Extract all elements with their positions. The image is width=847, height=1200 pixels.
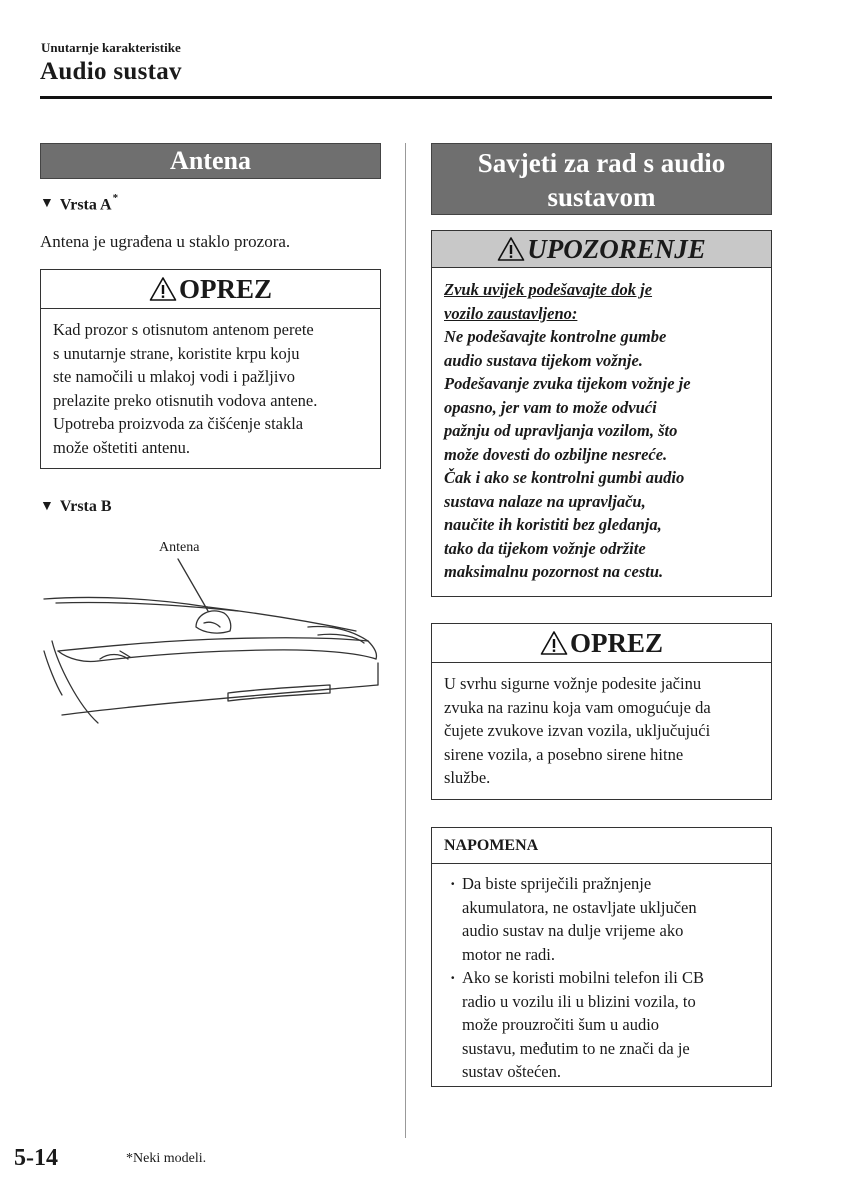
caution-box-antenna xyxy=(40,269,381,469)
caution-title: OPREZ xyxy=(178,273,272,304)
warning-box xyxy=(431,230,772,597)
caution-line: s unutarnje strane, koristite krpu koju xyxy=(53,343,300,363)
caution-line: sirene vozila, a posebno sirene hitne xyxy=(444,744,684,764)
heading-line: Savjeti za rad s audio xyxy=(477,148,726,178)
warning-line: sustava nalaze na upravljaču, xyxy=(444,491,646,511)
page-number: 5-14 xyxy=(14,1145,58,1171)
caution-line: ste namočili u mlakoj vodi i pažljivo xyxy=(53,367,295,386)
variant-b-heading xyxy=(40,498,112,516)
audio-tips-heading xyxy=(431,143,772,215)
note-line: audio sustav na dulje vrijeme ako xyxy=(462,921,684,940)
caution-body xyxy=(41,309,380,467)
warning-line: naučite ih koristiti bez gledanja, xyxy=(444,515,662,534)
note-title: NAPOMENA xyxy=(432,828,771,864)
caution-box-header xyxy=(432,624,771,663)
caution-line: zvuka na razinu koja vam omogućuje da xyxy=(444,697,711,717)
warning-line: vozilo zaustavljeno: xyxy=(444,303,578,323)
caution-line: Kad prozor s otisnutom antenom perete xyxy=(53,320,314,339)
warning-triangle-icon xyxy=(540,630,568,656)
warning-line: Ne podešavajte kontrolne gumbe xyxy=(444,327,667,346)
caution-line: prelazite preko otisnutih vodova antene. xyxy=(53,390,318,410)
warning-line: audio sustava tijekom vožnje. xyxy=(444,350,643,370)
warning-line: Podešavanje zvuka tijekom vožnje je xyxy=(444,374,691,393)
page-title: Audio sustav xyxy=(40,58,182,85)
warning-line: Zvuk uvijek podešavajte dok je xyxy=(444,280,653,299)
note-item xyxy=(450,872,759,966)
note-list xyxy=(432,864,771,1084)
caution-body xyxy=(432,663,771,798)
variant-b-label: Vrsta B xyxy=(59,498,112,515)
note-line: · Da biste spriječili pražnjenje xyxy=(462,874,652,893)
warning-body xyxy=(432,268,771,592)
caution-line: službe. xyxy=(444,768,491,787)
caution-line: čujete zvukove izvan vozila, uključujući xyxy=(444,721,711,740)
caution-title: OPREZ xyxy=(569,627,663,658)
warning-line: maksimalnu pozornost na cestu. xyxy=(444,562,664,581)
note-line: sustavu, međutim to ne znači da je xyxy=(462,1038,690,1058)
footnote-marker: * xyxy=(112,192,119,204)
triangle-marker-icon: ▼ xyxy=(40,196,54,212)
warning-triangle-icon xyxy=(497,236,525,262)
title-rule xyxy=(40,96,772,99)
note-line: motor ne radi. xyxy=(462,944,556,964)
warning-line: pažnju od upravljanja vozilom, što xyxy=(444,421,678,440)
warning-triangle-icon xyxy=(149,276,177,302)
column-divider xyxy=(405,143,406,1138)
note-item xyxy=(450,966,759,1084)
note-line: · Ako se koristi mobilni telefon ili CB xyxy=(462,968,704,987)
caution-line: U svrhu sigurne vožnje podesite jačinu xyxy=(444,674,702,693)
roof-antenna-illustration xyxy=(38,555,383,745)
variant-a-text: Antena je ugrađena u staklo prozora. xyxy=(40,232,291,251)
note-box xyxy=(431,827,772,1087)
note-line: sustav oštećen. xyxy=(462,1062,561,1081)
heading-line: sustavom xyxy=(547,182,656,212)
antena-heading: Antena xyxy=(40,143,381,179)
warning-box-header xyxy=(432,231,771,268)
note-line: radio u vozilu ili u blizini vozila, to xyxy=(462,991,696,1011)
figure-antenna-label: Antena xyxy=(159,540,200,555)
caution-box-header xyxy=(41,270,380,309)
warning-line: tako da tijekom vožnje održite xyxy=(444,538,646,558)
triangle-marker-icon: ▼ xyxy=(40,499,54,514)
note-line: akumulatora, ne ostavljate uključen xyxy=(462,897,697,917)
caution-box-volume xyxy=(431,623,772,800)
section-label: Unutarnje karakteristike xyxy=(41,40,181,55)
variant-a-label: Vrsta A xyxy=(59,196,112,214)
note-line: može prouzročiti šum u audio xyxy=(462,1015,660,1034)
variant-a-heading xyxy=(40,194,118,214)
warning-line: može dovesti do ozbiljne nesreće. xyxy=(444,444,668,464)
warning-line: Čak i ako se kontrolni gumbi audio xyxy=(444,468,685,487)
warning-line: opasno, jer vam to može odvući xyxy=(444,397,657,417)
caution-line: može oštetiti antenu. xyxy=(53,437,191,457)
warning-title: UPOZORENJE xyxy=(527,233,706,264)
footnote: *Neki modeli. xyxy=(126,1151,207,1166)
caution-line: Upotreba proizvoda za čišćenje stakla xyxy=(53,414,304,433)
